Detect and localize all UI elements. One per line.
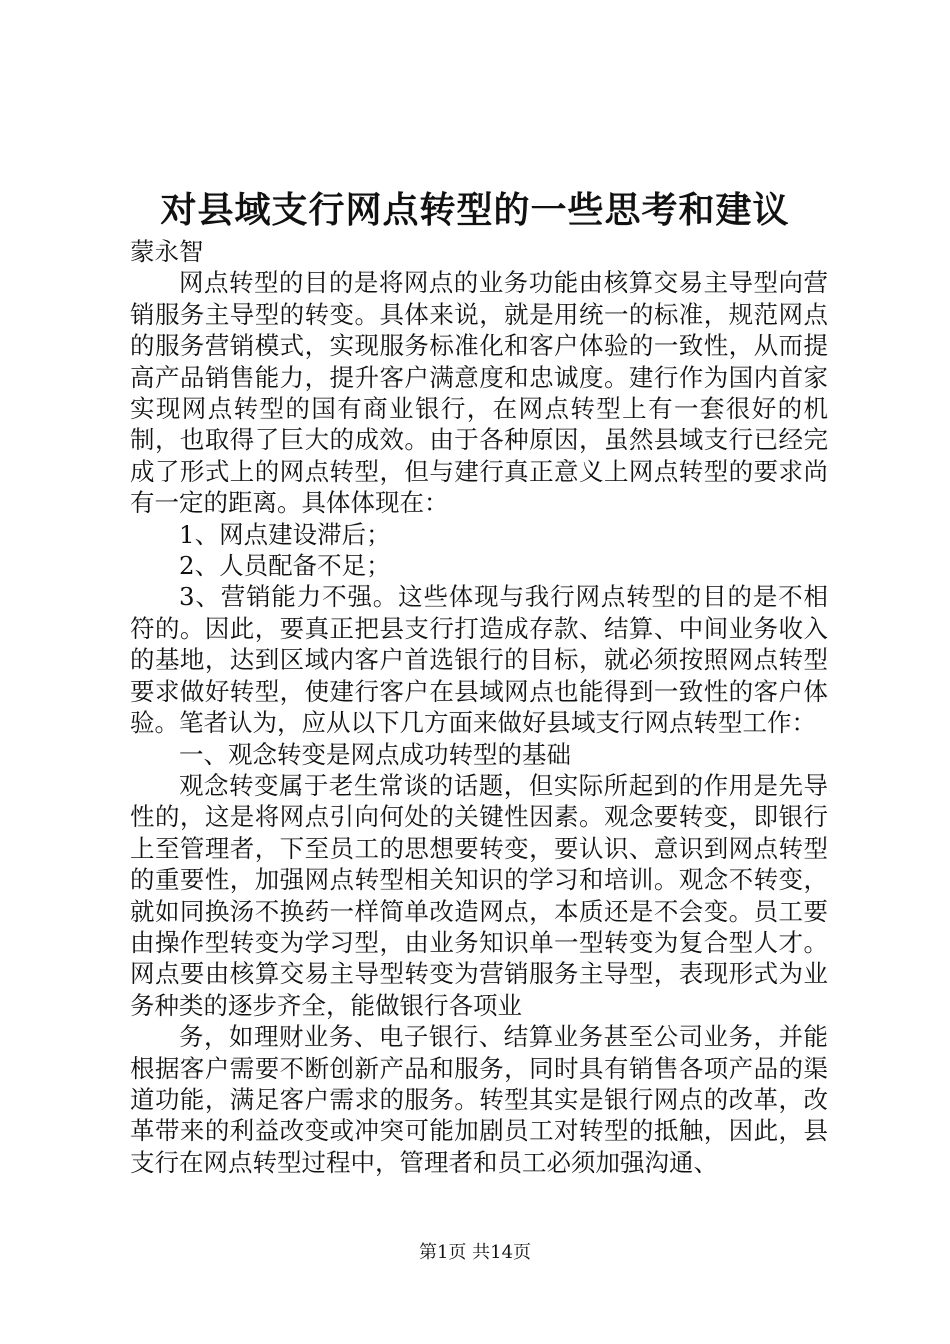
page-footer: 第1页 共14页 [418,1242,532,1263]
document-body [130,236,828,1178]
author-name: 蒙永智 [130,237,204,266]
list-item-3: 3、营销能力不强。这些体现与我行网点转型的目的是不相符的。因此，要真正把县支行打造成存款、结算、中间业务收入的基地，达到区域内客户首选银行的目标，就必须按照网点转型要求做好转型，使建行客户在县域网点也能得到一致性的客户体验。笔者认为，应从以下几方面来做好县域支行网点转型工作： [130,582,828,738]
paragraph-section-1: 观念转变属于老生常谈的话题，但实际所起到的作用是先导性的，这是将网点引向何处的关键性因素。观念要转变，即银行上至管理者，下至员工的思想要转变，要认识、意识到网点转型的重要性，加强网点转型相关知识的学习和培训。观念不转变，就如同换汤不换药一样简单改造网点，本质还是不会变。员工要由操作型转变为学习型，由业务知识单一型转变为复合型人才。网点要由核算交易主导型转变为营销服务主导型，表现形式为业务种类的逐步齐全，能做银行各项业 [130,770,828,1020]
document-title: 对县域支行网点转型的一些思考和建议 [160,189,790,231]
paragraph-continued: 务，如理财业务、电子银行、结算业务甚至公司业务，并能根据客户需要不断创新产品和服务，同时具有销售各项产品的渠道功能，满足客户需求的服务。转型其实是银行网点的改革，改革带来的利益改变或冲突可能加剧员工对转型的抵触，因此，县支行在网点转型过程中，管理者和员工必须加强沟通、 [130,1022,828,1177]
paragraph-intro: 网点转型的目的是将网点的业务功能由核算交易主导型向营销服务主导型的转变。具体来说，就是用统一的标准，规范网点的服务营销模式，实现服务标准化和客户体验的一致性，从而提高产品销售能力，提升客户满意度和忠诚度。建行作为国内首家实现网点转型的国有商业银行，在网点转型上有一套很好的机制，也取得了巨大的成效。由于各种原因，虽然县域支行已经完成了形式上的网点转型，但与建行真正意义上网点转型的要求尚有一定的距离。具体体现在： [130,268,828,518]
section-heading-1: 一、观念转变是网点成功转型的基础 [179,739,571,769]
list-item-1: 1、网点建设滞后； [179,519,391,549]
list-item-2: 2、人员配备不足； [179,551,391,581]
